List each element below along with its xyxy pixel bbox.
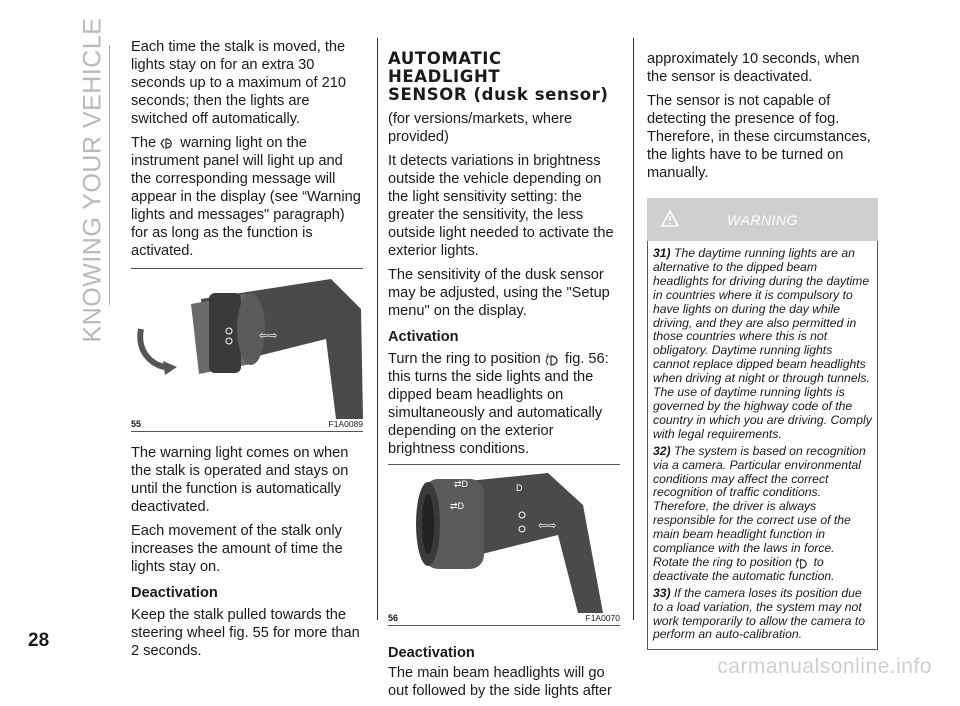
sidebar-divider [109, 45, 110, 305]
auto-headlight-icon [160, 138, 176, 149]
column-divider [633, 38, 634, 620]
svg-text:⇄D: ⇄D [179, 289, 194, 299]
paragraph: The sensor is not capable of detecting the presence of fog. Therefore, in these circumstances, the lights have to be turned on manually. [647, 93, 871, 181]
paragraph: The warning light on the instrument panel will light up and the corresponding message will appear in the display (see “Warning lights and messages" paragraph) for as long as the function is activated. [131, 135, 361, 259]
warning-item: 32) The system is based on recognition via a camera. Particular environmental conditions may affect the correct recognition of traffic conditions. Therefore, the driver is always responsible for the correct use of the main beam headlight function in compliance with the laws in force. Rotate the ring to position A to deactivate the automatic function. [653, 443, 866, 583]
paragraph: It detects variations in brightness outside the vehicle depending on the light sensitivity setting: the greater the sensitivity, the less outside light needed to activate the exterior lights. [388, 153, 614, 259]
stalk-illustration [388, 465, 620, 613]
paragraph: (for versions/markets, where provided) [388, 111, 573, 145]
svg-text:A: A [545, 354, 550, 361]
paragraph: approximately 10 seconds, when the sensor is deactivated. [647, 51, 860, 85]
section-heading: AUTOMATIC HEADLIGHT [388, 49, 502, 86]
paragraph: Each movement of the stalk only increases the amount of time the lights stay on. [131, 523, 343, 575]
watermark: carmanualsonline.info [717, 655, 932, 678]
column-3 [647, 38, 878, 650]
section-sidebar [78, 17, 108, 343]
heading-deactivation: Deactivation [131, 585, 218, 601]
paragraph: Turn the ring to position A fig. 56: this turns the side lights and the dipped beam headlights on simultaneously and automatically depending on the exterior brightness conditions. [388, 351, 609, 457]
warning-title: WARNING [727, 212, 798, 228]
svg-text:⇦⇨: ⇦⇨ [538, 520, 557, 532]
paragraph: The sensitivity of the dusk sensor may be adjusted, using the "Setup menu" on the display. [388, 267, 610, 319]
page-number: 28 [28, 630, 50, 651]
figure-stalk-56 [388, 465, 620, 613]
paragraph: Each time the stalk is moved, the lights stay on for an extra 30 seconds up to a maximum of 210 seconds; then the lights are switched off automatically. [131, 39, 346, 127]
svg-text:⇄D: ⇄D [173, 313, 188, 323]
figure-stalk-55 [131, 269, 363, 419]
auto-headlight-icon [545, 352, 561, 366]
svg-text:⇦⇨: ⇦⇨ [259, 330, 278, 342]
stalk-illustration [131, 269, 363, 419]
heading-deactivation: Deactivation [388, 645, 475, 661]
warning-box [647, 241, 878, 650]
column-2 [388, 38, 620, 706]
paragraph: Keep the stalk pulled towards the steering wheel fig. 55 for more than 2 seconds. [131, 607, 360, 659]
svg-text:D: D [516, 483, 523, 493]
figure-caption: 55 F1A0089 [131, 419, 363, 432]
figure-caption: 56 F1A0070 [388, 613, 620, 626]
paragraph: The main beam headlights will go out followed by the side lights after [388, 665, 612, 699]
paragraph: The warning light comes on when the stalk is operated and stays on until the function is automatically deactivated. [131, 445, 349, 515]
column-1 [131, 38, 363, 666]
warning-item: 33) If the camera loses its position due to a load variation, the system may not work temporarily to allow the camera to perform an auto-calibration. [653, 585, 866, 642]
svg-text:A: A [796, 557, 800, 564]
column-divider [377, 38, 378, 620]
svg-text:⇄D: ⇄D [454, 479, 469, 489]
heading-activation: Activation [388, 329, 459, 345]
section-heading: SENSOR (dusk sensor) [388, 85, 609, 104]
warning-header [647, 198, 878, 241]
warning-item: 31) The daytime running lights are an alternative to the dipped beam headlights for driving during the daytime in countries where it is compulsory to have lights on during the day while driving, and they are also permitted in those countries where this is not obligatory. Daytime running lights cannot replace dipped beam headlights when driving at night or through tunnels. The use of daytime running lights is governed by the highway code of the country in which you are driving. Comply with legal requirements. [653, 246, 872, 441]
section-title: KNOWING YOUR VEHICLE [78, 17, 107, 343]
svg-text:⇄D: ⇄D [450, 501, 465, 511]
auto-headlight-icon [795, 556, 810, 569]
